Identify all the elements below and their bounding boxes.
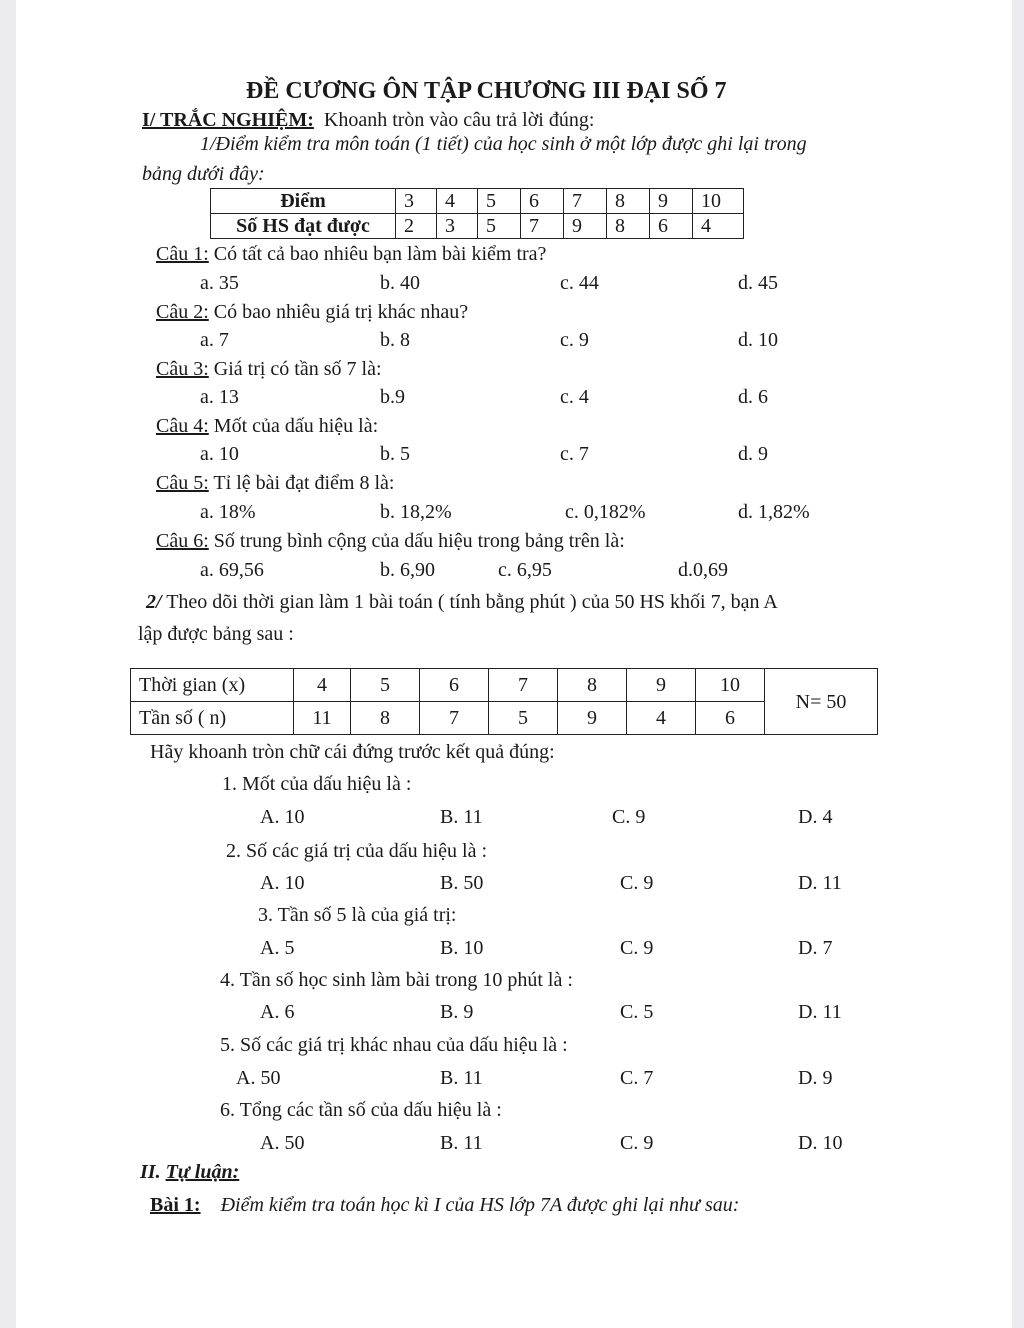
option-c: c. 9 xyxy=(560,329,589,351)
option-b: b. 40 xyxy=(380,272,420,294)
question-2 xyxy=(156,300,468,324)
option-c: c. 6,95 xyxy=(498,559,552,581)
table-cell: 5 xyxy=(351,669,420,702)
option-b: B. 11 xyxy=(440,1067,483,1089)
question-label: Câu 6: xyxy=(156,530,209,552)
option-a: A. 10 xyxy=(260,806,305,828)
option-d: D. 9 xyxy=(798,1067,833,1089)
table-cell: 5 xyxy=(478,214,521,239)
table-cell: 9 xyxy=(650,189,693,214)
option-c: c. 7 xyxy=(560,443,589,465)
table-cell: 9 xyxy=(558,702,627,735)
q2-6: 6. Tổng các tần số của dấu hiệu là : xyxy=(220,1099,502,1121)
option-a: a. 10 xyxy=(200,443,239,465)
table-cell: 6 xyxy=(521,189,564,214)
table-row xyxy=(131,669,878,702)
option-d: D. 7 xyxy=(798,937,833,959)
part2-heading-text: Tự luận: xyxy=(165,1161,240,1183)
option-c: C. 5 xyxy=(620,1001,654,1023)
q2-1: 1. Mốt của dấu hiệu là : xyxy=(222,773,412,795)
option-c: C. 9 xyxy=(612,806,646,828)
option-a: A. 50 xyxy=(236,1067,281,1089)
option-d: d. 45 xyxy=(738,272,778,294)
option-d: d. 6 xyxy=(738,386,768,408)
q2-2: 2. Số các giá trị của dấu hiệu là : xyxy=(226,840,488,862)
question-6 xyxy=(156,529,625,553)
option-b: b. 6,90 xyxy=(380,559,435,581)
table-cell: 11 xyxy=(294,702,351,735)
option-b: b.9 xyxy=(380,386,405,408)
question-4 xyxy=(156,414,378,438)
score-table xyxy=(210,188,744,239)
table-cell: 8 xyxy=(558,669,627,702)
table-cell: 7 xyxy=(521,214,564,239)
table-cell: 4 xyxy=(627,702,696,735)
table-row xyxy=(211,214,744,239)
question-text: Có tất cả bao nhiêu bạn làm bài kiểm tra? xyxy=(213,243,547,265)
option-b: b. 18,2% xyxy=(380,501,452,523)
table-cell: 3 xyxy=(396,189,437,214)
question-text: Có bao nhiêu giá trị khác nhau? xyxy=(213,301,469,323)
table-cell: 6 xyxy=(650,214,693,239)
bai1-text: Điểm kiểm tra toán học kì I của HS lớp 7A được ghi lại như sau: xyxy=(220,1194,740,1216)
table-cell: 7 xyxy=(420,702,489,735)
option-c: C. 9 xyxy=(620,872,654,894)
table-cell: 2 xyxy=(396,214,437,239)
table-cell: 5 xyxy=(478,189,521,214)
problem2-line2: lập được bảng sau : xyxy=(138,623,294,645)
option-d: d.0,69 xyxy=(678,559,728,581)
question-text: Giá trị có tần số 7 là: xyxy=(213,358,382,380)
question-5 xyxy=(156,471,394,495)
question-label: Câu 4: xyxy=(156,415,209,437)
part1-heading: I/ TRẮC NGHIỆM: xyxy=(142,109,314,131)
time-frequency-table xyxy=(130,668,878,735)
option-c: c. 44 xyxy=(560,272,599,294)
table-row xyxy=(211,189,744,214)
table-cell: 8 xyxy=(607,189,650,214)
table-cell: 4 xyxy=(693,214,744,239)
table-header-cell: Số HS đạt được xyxy=(211,214,396,239)
option-b: b. 5 xyxy=(380,443,410,465)
table-cell: 10 xyxy=(696,669,765,702)
option-d: d. 1,82% xyxy=(738,501,810,523)
option-a: a. 69,56 xyxy=(200,559,264,581)
question-1 xyxy=(156,242,546,266)
option-a: a. 18% xyxy=(200,501,256,523)
table-cell: 10 xyxy=(693,189,744,214)
q2-3: 3. Tần số 5 là của giá trị: xyxy=(258,904,457,926)
table-cell: 4 xyxy=(294,669,351,702)
option-a: A. 5 xyxy=(260,937,295,959)
question-text: Số trung bình cộng của dấu hiệu trong bảng trên là: xyxy=(213,530,625,552)
question-text: Mốt của dấu hiệu là: xyxy=(213,415,379,437)
q2-4: 4. Tần số học sinh làm bài trong 10 phút là : xyxy=(220,969,573,991)
table-cell: 4 xyxy=(437,189,478,214)
table-cell: 7 xyxy=(564,189,607,214)
option-b: B. 50 xyxy=(440,872,484,894)
option-d: D. 11 xyxy=(798,872,842,894)
problem2-line1 xyxy=(146,590,778,614)
option-b: B. 11 xyxy=(440,806,483,828)
table-header-cell: Điểm xyxy=(211,189,396,214)
table-header-cell: Tần số ( n) xyxy=(131,702,294,735)
option-c: c. 4 xyxy=(560,386,589,408)
table-header-cell: Thời gian (x) xyxy=(131,669,294,702)
part2-heading: II. Tự luận: xyxy=(140,1161,240,1183)
option-a: a. 13 xyxy=(200,386,239,408)
option-a: A. 6 xyxy=(260,1001,295,1023)
question-label: Câu 1: xyxy=(156,243,209,265)
table-cell: 5 xyxy=(489,702,558,735)
table-cell: 7 xyxy=(489,669,558,702)
question-3 xyxy=(156,357,382,381)
table-cell: 3 xyxy=(437,214,478,239)
problem1-line1: 1/Điểm kiểm tra môn toán (1 tiết) của học sinh ở một lớp được ghi lại trong xyxy=(200,133,807,155)
option-b: B. 10 xyxy=(440,937,484,959)
option-d: D. 4 xyxy=(798,806,833,828)
bai1-label: Bài 1: xyxy=(150,1194,201,1216)
option-c: C. 9 xyxy=(620,1132,654,1154)
question-label: Câu 2: xyxy=(156,301,209,323)
option-a: A. 10 xyxy=(260,872,305,894)
part1-instruction: Khoanh tròn vào câu trả lời đúng: xyxy=(323,109,595,131)
table-cell: 6 xyxy=(420,669,489,702)
option-c: C. 9 xyxy=(620,937,654,959)
option-d: d. 10 xyxy=(738,329,778,351)
problem2-text: Theo dõi thời gian làm 1 bài toán ( tính bằng phút ) của 50 HS khối 7, bạn A xyxy=(166,591,778,613)
question-text: Tỉ lệ bài đạt điểm 8 là: xyxy=(213,472,395,494)
section-heading xyxy=(142,108,594,132)
option-d: d. 9 xyxy=(738,443,768,465)
table-cell: 6 xyxy=(696,702,765,735)
option-b: b. 8 xyxy=(380,329,410,351)
table-cell: 9 xyxy=(627,669,696,702)
option-d: D. 10 xyxy=(798,1132,843,1154)
q2-5: 5. Số các giá trị khác nhau của dấu hiệu là : xyxy=(220,1034,568,1056)
problem2-number: 2/ xyxy=(146,591,162,613)
question-label: Câu 5: xyxy=(156,472,209,494)
problem1-line2: bảng dưới đây: xyxy=(142,163,265,185)
option-c: C. 7 xyxy=(620,1067,654,1089)
option-b: B. 11 xyxy=(440,1132,483,1154)
option-a: A. 50 xyxy=(260,1132,305,1154)
table-cell: 9 xyxy=(564,214,607,239)
option-c: c. 0,182% xyxy=(565,501,646,523)
table-cell: 8 xyxy=(607,214,650,239)
option-a: a. 7 xyxy=(200,329,229,351)
instruction2: Hãy khoanh tròn chữ cái đứng trước kết quả đúng: xyxy=(150,741,555,763)
page-title: ĐỀ CƯƠNG ÔN TẬP CHƯƠNG III ĐẠI SỐ 7 xyxy=(246,78,727,104)
question-label: Câu 3: xyxy=(156,358,209,380)
option-d: D. 11 xyxy=(798,1001,842,1023)
option-a: a. 35 xyxy=(200,272,239,294)
table-cell: 8 xyxy=(351,702,420,735)
bai1-line xyxy=(150,1193,739,1217)
option-b: B. 9 xyxy=(440,1001,474,1023)
total-cell: N= 50 xyxy=(765,669,878,735)
